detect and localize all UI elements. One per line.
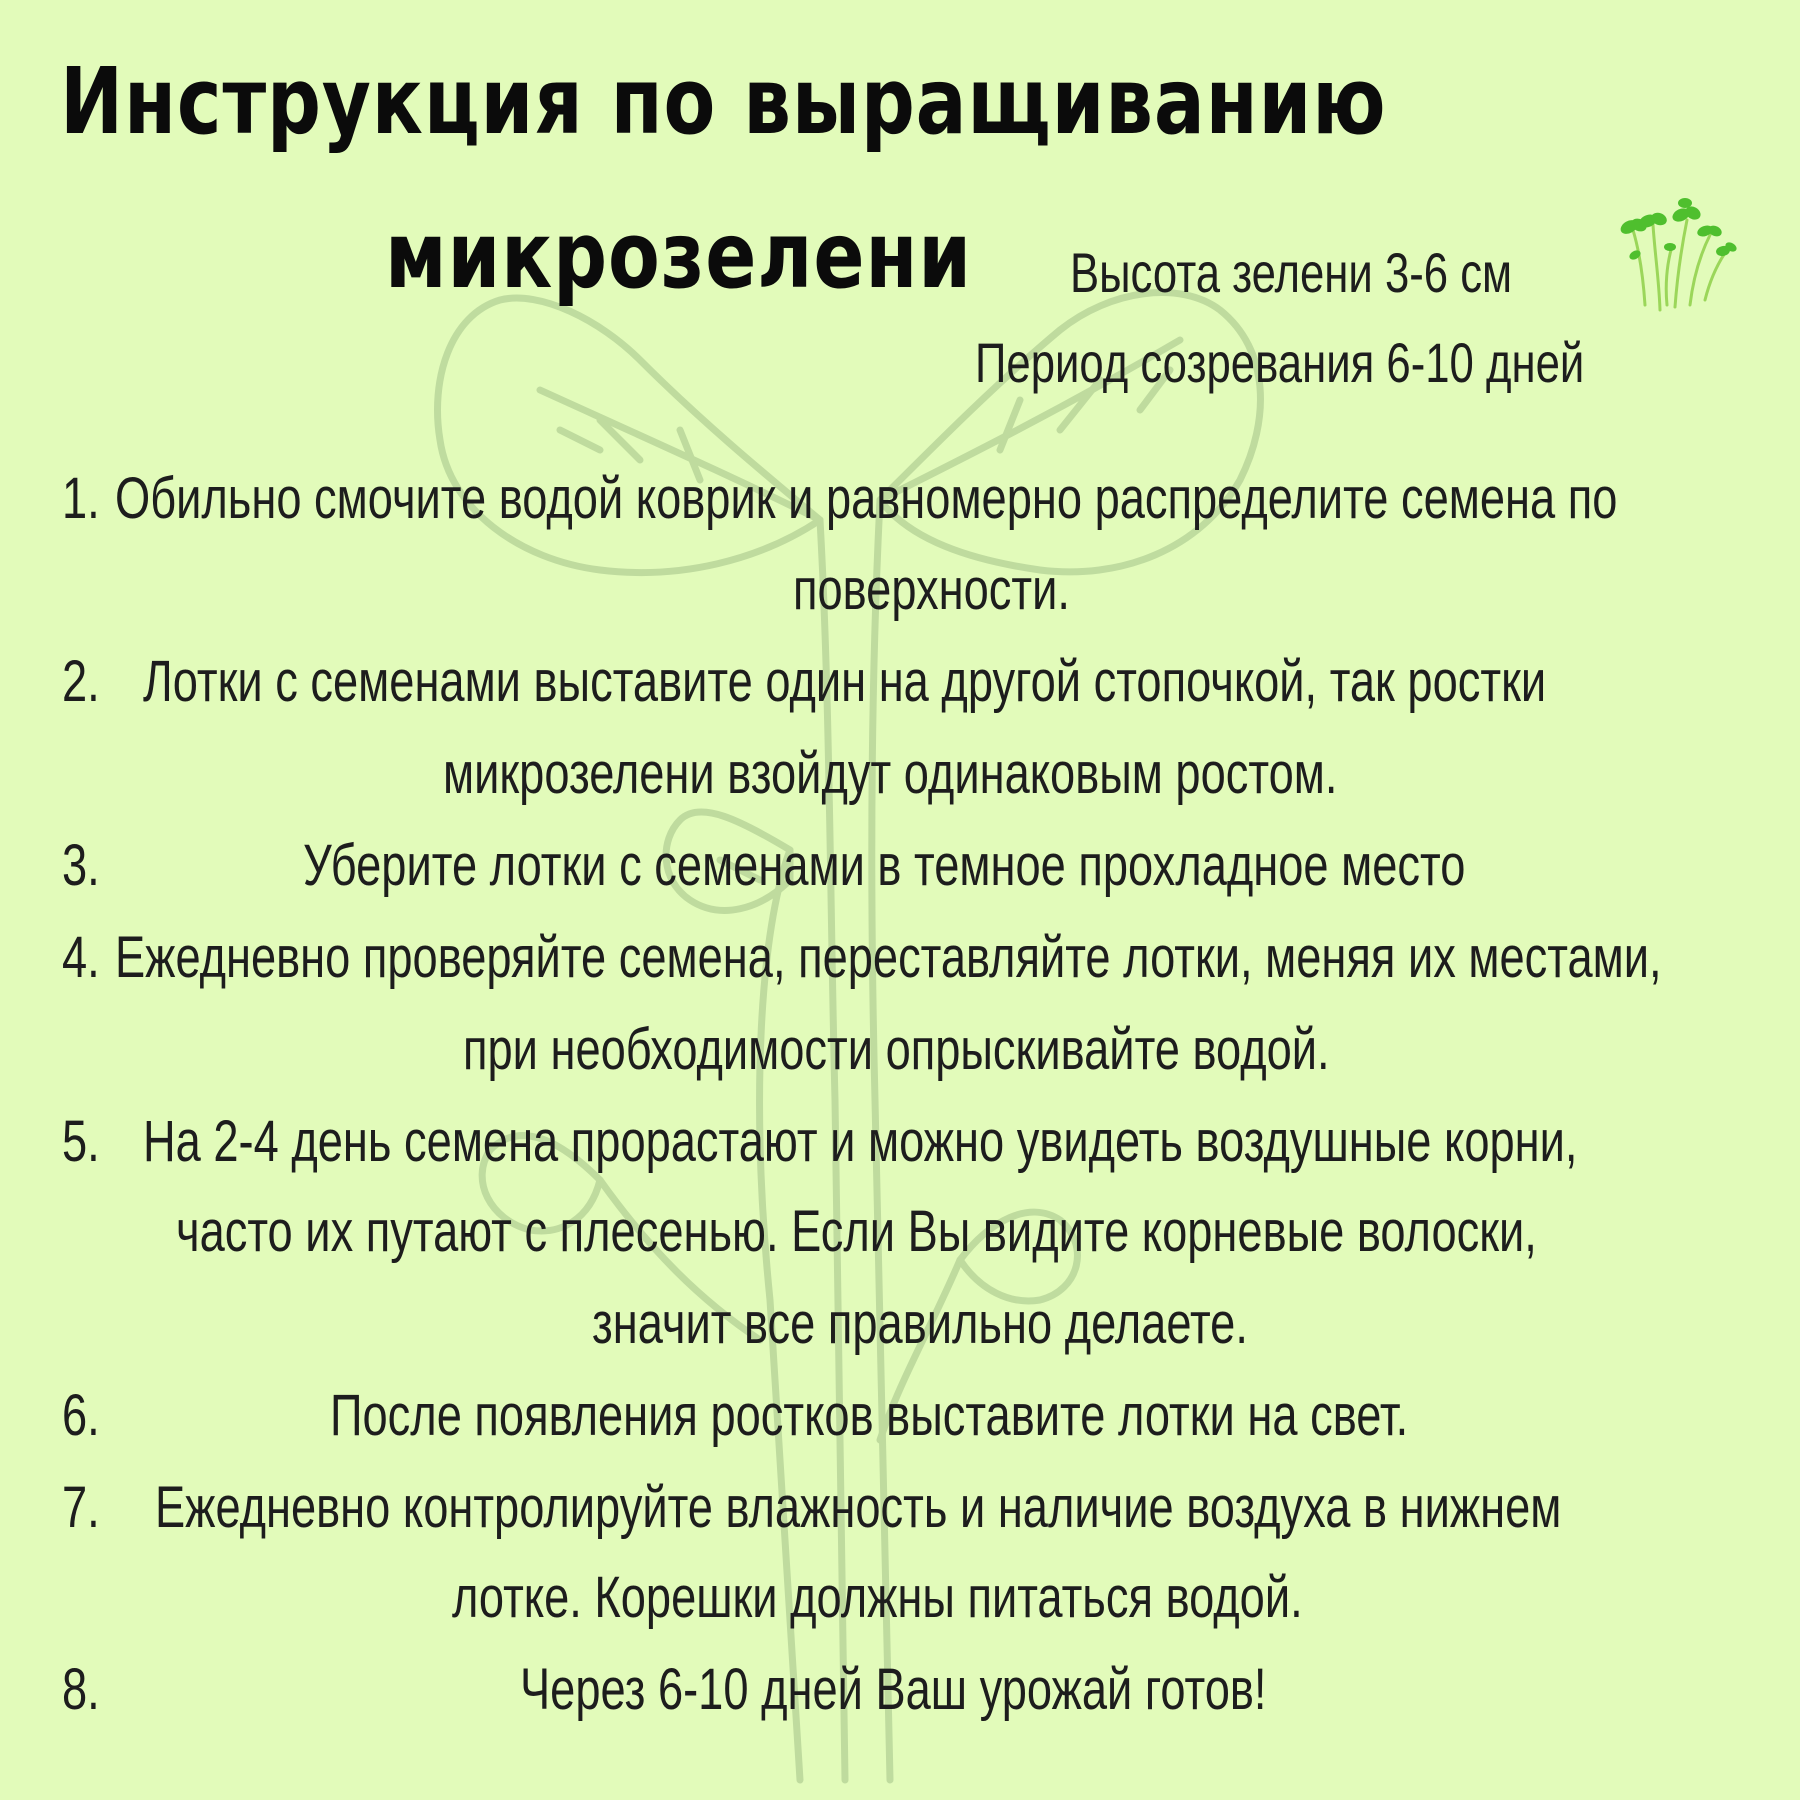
step-text: часто их путают с плесенью. Если Вы видите корневые волоски, [176,1199,1537,1264]
step-number: 4. [62,925,100,990]
step-number: 3. [62,833,100,898]
step-text: поверхности. [793,557,1070,622]
step-text: Ежедневно проверяйте семена, переставляйте лотки, меняя их местами, [115,925,1662,990]
step-number: 6. [62,1383,100,1448]
step-number: 7. [62,1475,100,1540]
step-text: Через 6-10 дней Ваш урожай готов! [520,1657,1267,1722]
step-text: при необходимости опрыскивайте водой. [463,1017,1330,1082]
step-text: Уберите лотки с семенами в темное прохладное место [303,833,1466,898]
step-text: Лотки с семенами выставите один на другой стопочкой, так ростки [143,649,1547,714]
step-text: лотке. Корешки должны питаться водой. [452,1565,1303,1630]
step-text: значит все правильно делаете. [592,1291,1248,1356]
step-number: 5. [62,1109,100,1174]
step-text: Обильно смочите водой коврик и равномерно распределите семена по [115,466,1618,531]
page-title-line-1: Инструкция по выращиванию [60,48,1387,155]
step-number: 1. [62,466,100,531]
step-text: На 2-4 день семена прорастают и можно увидеть воздушные корни, [143,1109,1578,1174]
microgreens-sprout-icon [1615,195,1740,320]
step-number: 8. [62,1657,100,1722]
step-text: После появления ростков выставите лотки на свет. [330,1383,1409,1448]
step-text: микрозелени взойдут одинаковым ростом. [443,741,1338,806]
page-title-line-2: микрозелени [385,202,972,309]
ripening-period-info: Период созревания 6-10 дней [975,331,1585,394]
greens-height-info: Высота зелени 3-6 см [1070,241,1513,304]
step-text: Ежедневно контролируйте влажность и наличие воздуха в нижнем [155,1475,1562,1540]
step-number: 2. [62,649,100,714]
